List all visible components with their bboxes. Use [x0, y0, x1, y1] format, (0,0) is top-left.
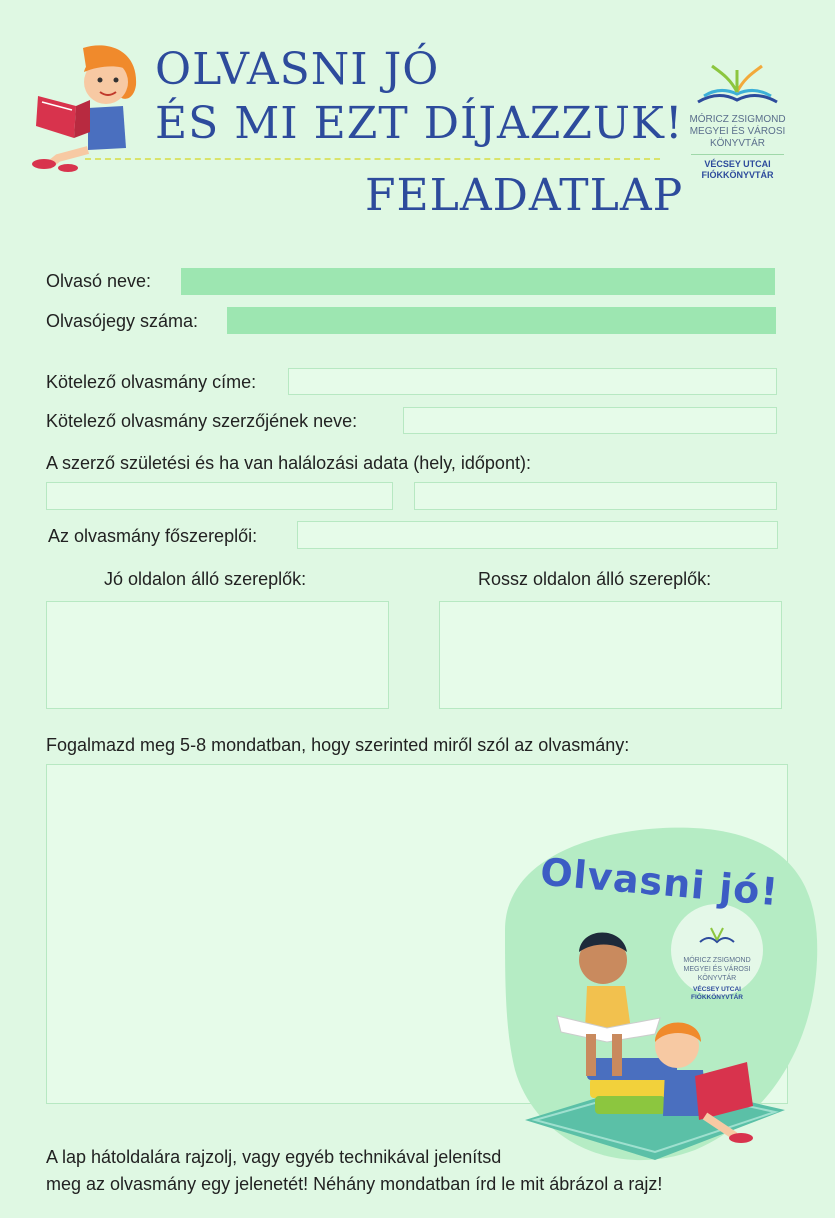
svg-text:MÓRICZ ZSIGMOND: MÓRICZ ZSIGMOND: [683, 957, 751, 964]
reader-name-label: Olvasó neve:: [46, 271, 152, 291]
death-data-field[interactable]: [414, 482, 777, 510]
good-side-box[interactable]: [46, 601, 389, 709]
title-line-2: ÉS MI EZT DÍJAZZUK!: [155, 98, 684, 149]
logo-line-1: MÓRICZ ZSIGMOND: [689, 114, 786, 125]
footer-line-2: meg az olvasmány egy jelenetét! Néhány mondatban írd le mit ábrázol a rajz!: [46, 1174, 663, 1194]
author-name-label: Kötelező olvasmány szerzőjének neve:: [46, 411, 358, 431]
author-name-field[interactable]: [403, 407, 777, 434]
logo-line-3: KÖNYVTÁR: [709, 138, 765, 149]
footer-line-1: A lap hátoldalára rajzolj, vagy egyéb technikával jelenítsd: [46, 1147, 502, 1167]
logo-divider: [691, 154, 784, 155]
main-characters-field[interactable]: [297, 521, 778, 549]
bad-side-label: Rossz oldalon álló szereplők:: [478, 569, 712, 589]
svg-text:FIÓKKÖNYVTÁR: FIÓKKÖNYVTÁR: [691, 994, 743, 1001]
badge-text: Olvasni jó!: [538, 849, 781, 915]
svg-text:KÖNYVTÁR: KÖNYVTÁR: [697, 975, 737, 982]
logo-line-2: MEGYEI ÉS VÁROSI: [689, 126, 786, 137]
bad-side-box[interactable]: [439, 601, 782, 709]
book-title-field[interactable]: [288, 368, 777, 395]
girl-reading-illustration: [28, 40, 153, 175]
subtitle: FELADATLAP: [365, 170, 684, 221]
title-line-1: OLVASNI JÓ: [155, 44, 440, 95]
ticket-number-label: Olvasójegy száma:: [46, 311, 199, 331]
logo-branch-1: VÉCSEY UTCAI: [704, 159, 771, 169]
svg-text:MEGYEI ÉS VÁROSI: MEGYEI ÉS VÁROSI: [683, 966, 751, 973]
summary-label: Fogalmazd meg 5-8 mondatban, hogy szerinted miről szól az olvasmány:: [46, 735, 630, 755]
ticket-number-field[interactable]: [227, 307, 776, 334]
reader-name-field[interactable]: [181, 268, 775, 295]
logo-branch-2: FIÓKKÖNYVTÁR: [701, 170, 774, 180]
birth-data-field[interactable]: [46, 482, 393, 510]
author-dates-label: A szerző születési és ha van halálozási adata (hely, időpont):: [46, 453, 531, 473]
svg-text:VÉCSEY UTCAI: VÉCSEY UTCAI: [693, 986, 741, 993]
good-side-label: Jó oldalon álló szereplők:: [104, 569, 307, 589]
title-divider: [85, 158, 660, 160]
library-book-icon: [690, 58, 785, 108]
book-title-label: Kötelező olvasmány címe:: [46, 372, 257, 392]
main-characters-label: Az olvasmány főszereplői:: [48, 526, 258, 546]
